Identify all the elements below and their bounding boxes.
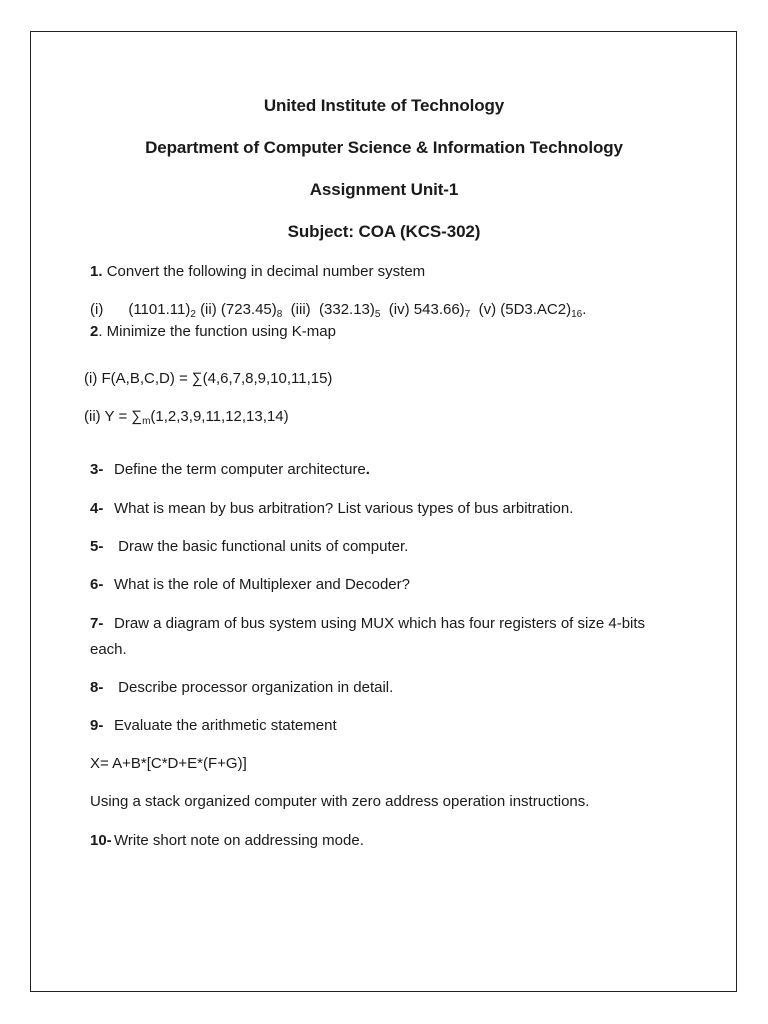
question-period: .	[365, 461, 370, 478]
part-label: (iii)	[290, 301, 311, 318]
question-2	[90, 323, 336, 340]
question-text: What is the role of Multiplexer and Decoder?	[114, 576, 410, 593]
question-7-continued: each.	[90, 641, 127, 658]
part-value: (723.45)	[220, 301, 277, 318]
base-subscript: 7	[464, 309, 471, 320]
question-number: 5-	[90, 538, 104, 555]
question-number: 10-	[90, 832, 112, 849]
question-text: Define the term computer architecture	[114, 461, 366, 478]
question-5	[90, 538, 408, 555]
question-8	[90, 679, 393, 696]
question-number: 9-	[90, 717, 104, 734]
question-9	[90, 717, 337, 734]
department-title: Department of Computer Science & Information Technology	[145, 138, 623, 157]
question-number: 3-	[90, 461, 104, 478]
question-number: 8-	[90, 679, 104, 696]
assignment-title: Assignment Unit-1	[309, 180, 459, 199]
question-1	[90, 263, 425, 280]
subject-title: Subject: COA (KCS-302)	[287, 222, 481, 241]
function-2	[84, 408, 289, 425]
function-2-terms: (1,2,3,9,11,12,13,14)	[150, 408, 289, 425]
question-number: 4-	[90, 500, 104, 517]
question-text: . Minimize the function using K-map	[98, 323, 336, 340]
question-10	[90, 832, 364, 849]
question-9-continued: Using a stack organized computer with zero address operation instructions.	[90, 793, 590, 810]
question-7	[90, 615, 645, 632]
base-subscript: 2	[190, 309, 196, 320]
part-label: (ii)	[200, 301, 217, 318]
question-text: Write short note on addressing mode.	[114, 832, 364, 849]
question-text: What is mean by bus arbitration? List various types of bus arbitration.	[114, 500, 574, 517]
question-text: Draw a diagram of bus system using MUX which has four registers of size 4-bits	[114, 615, 646, 632]
base-subscript: 16	[571, 309, 583, 320]
part-label: (iv)	[388, 301, 410, 318]
function-1: (i) F(A,B,C,D) = ∑(4,6,7,8,9,10,11,15)	[84, 370, 333, 387]
question-6	[90, 576, 410, 593]
base-subscript: 8	[276, 309, 283, 320]
question-3	[90, 461, 370, 478]
period: .	[582, 301, 587, 318]
part-value: 543.66)	[413, 301, 465, 318]
part-label: (i)	[90, 301, 104, 318]
base-subscript: 5	[374, 309, 381, 320]
part-value: (1101.11)	[128, 301, 191, 318]
question-text: Convert the following in decimal number system	[106, 263, 426, 280]
part-value: (332.13)	[319, 301, 375, 318]
part-value: (5D3.AC2)	[500, 301, 572, 318]
question-number: 6-	[90, 576, 104, 593]
part-label: (v)	[478, 301, 497, 318]
question-text: Draw the basic functional units of computer.	[114, 538, 409, 555]
minterm-subscript: m	[142, 416, 151, 427]
function-2-prefix: (ii) Y = ∑	[84, 408, 143, 425]
institute-title: United Institute of Technology	[263, 96, 505, 115]
question-text: Describe processor organization in detail.	[114, 679, 394, 696]
question-number: 7-	[90, 615, 104, 632]
question-number: 2	[90, 323, 99, 340]
question-1-parts	[90, 301, 586, 318]
question-4	[90, 500, 573, 517]
question-text: Evaluate the arithmetic statement	[114, 717, 337, 734]
question-number: 1.	[90, 263, 103, 280]
arithmetic-expression: X= A+B*[C*D+E*(F+G)]	[90, 755, 247, 772]
